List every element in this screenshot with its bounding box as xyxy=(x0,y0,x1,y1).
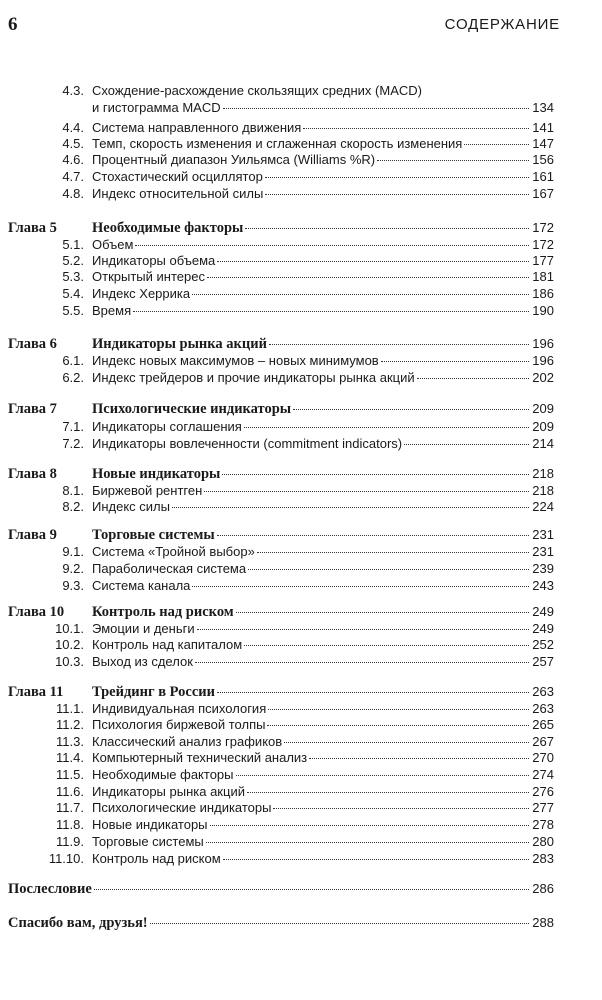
toc-number: 11.2. xyxy=(56,717,84,732)
toc-entry-row xyxy=(8,543,554,560)
toc-title: Необходимые факторы xyxy=(92,220,244,236)
dot-leader xyxy=(94,889,529,890)
toc-title: Биржевой рентген xyxy=(92,483,203,498)
dot-leader xyxy=(217,261,529,262)
dot-leader xyxy=(268,709,529,710)
toc-entry-row xyxy=(8,716,554,733)
toc-entry-row xyxy=(8,783,554,800)
toc-page-number: 288 xyxy=(532,915,554,930)
toc-entry-row xyxy=(8,653,554,670)
toc-title: Послесловие xyxy=(8,881,92,897)
toc-entry-row xyxy=(8,135,554,152)
toc-number: 4.8. xyxy=(62,186,84,201)
toc-page-number: 263 xyxy=(532,701,554,716)
toc-number: 11.9. xyxy=(56,834,84,849)
toc-entry-row xyxy=(8,766,554,783)
toc-page-number: 286 xyxy=(532,881,554,896)
toc-entry-row xyxy=(8,369,554,386)
toc-entry-row xyxy=(8,418,554,435)
dot-leader xyxy=(464,144,529,145)
page-number: 6 xyxy=(8,14,18,35)
dot-leader xyxy=(206,842,529,843)
toc-title: Психологические индикаторы xyxy=(92,401,292,417)
toc-page-number: 196 xyxy=(532,336,554,351)
toc-number: 5.3. xyxy=(62,269,84,284)
dot-leader xyxy=(269,344,529,345)
toc-entry-row xyxy=(8,352,554,369)
dot-leader xyxy=(204,491,529,492)
toc-page-number: 280 xyxy=(532,834,554,849)
toc-page-number: 172 xyxy=(532,220,554,235)
toc-page-number: 141 xyxy=(532,120,554,135)
toc-page-number: 265 xyxy=(532,717,554,732)
toc-number: 5.1. xyxy=(62,237,84,252)
toc-entry-row xyxy=(8,799,554,816)
toc-entry-row xyxy=(8,236,554,253)
toc-number: Глава 5 xyxy=(8,220,57,236)
toc-number: 7.1. xyxy=(62,419,84,434)
toc-title: Время xyxy=(92,303,132,318)
dot-leader xyxy=(197,629,529,630)
toc-number: 9.3. xyxy=(62,578,84,593)
toc-number: 10.1. xyxy=(55,621,84,636)
toc-page-number: 177 xyxy=(532,253,554,268)
toc-page-number: 147 xyxy=(532,136,554,151)
toc-number: Глава 9 xyxy=(8,527,57,543)
toc-page-number: 274 xyxy=(532,767,554,782)
toc-page-number: 249 xyxy=(532,604,554,619)
toc-title: Новые индикаторы xyxy=(92,466,221,482)
dot-leader xyxy=(150,923,529,924)
toc-entry-row xyxy=(8,620,554,637)
toc-page-number: 167 xyxy=(532,186,554,201)
toc-title: Контроль над риском xyxy=(92,604,234,620)
toc-entry-row xyxy=(8,435,554,452)
toc-page-number: 243 xyxy=(532,578,554,593)
toc-title: Схождение-расхождение скользящих средних (MACD) xyxy=(92,83,422,98)
dot-leader xyxy=(244,645,529,646)
toc-page-number: 267 xyxy=(532,734,554,749)
toc-entry-row xyxy=(8,850,554,867)
toc-page-number: 270 xyxy=(532,750,554,765)
toc-entry-row xyxy=(8,833,554,850)
toc-chapter-row xyxy=(8,465,554,483)
dot-leader xyxy=(273,808,529,809)
toc-entry-row xyxy=(8,168,554,185)
toc-title: Стохастический осциллятор xyxy=(92,169,263,184)
toc-entry-row xyxy=(8,636,554,653)
toc-number: 11.10. xyxy=(48,851,84,866)
dot-leader xyxy=(309,758,529,759)
toc-title: Контроль над риском xyxy=(92,851,221,866)
toc-title: Новые индикаторы xyxy=(92,817,208,832)
dot-leader xyxy=(236,612,529,613)
toc-entry-row xyxy=(8,268,554,285)
toc-entry-row xyxy=(8,151,554,168)
toc-entry-row xyxy=(8,82,554,99)
dot-leader xyxy=(222,474,529,475)
toc-title: Индикаторы вовлеченности (commitment indicators) xyxy=(92,436,403,451)
toc-page-number: 134 xyxy=(532,100,554,115)
toc-title: Выход из сделок xyxy=(92,654,193,669)
toc-chapter-row xyxy=(8,683,554,701)
dot-leader xyxy=(192,294,529,295)
toc-chapter-row xyxy=(8,219,554,237)
toc-chapter-row xyxy=(8,400,554,418)
toc-page-number: 181 xyxy=(532,269,554,284)
toc-page-number: 161 xyxy=(532,169,554,184)
toc-title: Параболическая система xyxy=(92,561,247,576)
toc-entry-row xyxy=(8,577,554,594)
toc-entry-row xyxy=(8,700,554,717)
toc-number: 4.7. xyxy=(62,169,84,184)
toc-number: 4.5. xyxy=(62,136,84,151)
toc-number: 11.4. xyxy=(56,750,84,765)
dot-leader xyxy=(210,825,529,826)
toc-title: Компьютерный технический анализ xyxy=(92,750,308,765)
toc-title: Торговые системы xyxy=(92,834,204,849)
dot-leader xyxy=(417,378,529,379)
toc-number: 11.6. xyxy=(56,784,84,799)
toc-title: Процентный диапазон Уильямса (Williams %R) xyxy=(92,152,376,167)
toc-page-number: 283 xyxy=(532,851,554,866)
toc-title: Необходимые факторы xyxy=(92,767,234,782)
toc-number: 10.3. xyxy=(55,654,84,669)
toc-title: Контроль над капиталом xyxy=(92,637,243,652)
toc-entry-row xyxy=(8,99,554,116)
toc-page-number: 190 xyxy=(532,303,554,318)
toc-number: 5.4. xyxy=(62,286,84,301)
toc-chapter-row xyxy=(8,526,554,544)
toc-title: Система направленного движения xyxy=(92,120,302,135)
toc-page-number: 231 xyxy=(532,544,554,559)
toc-page-number: 231 xyxy=(532,527,554,542)
dot-leader xyxy=(223,108,529,109)
toc-number: 10.2. xyxy=(55,637,84,652)
dot-leader xyxy=(284,742,529,743)
toc-number: 9.2. xyxy=(62,561,84,576)
toc-entry-row xyxy=(8,749,554,766)
toc-entry-row xyxy=(8,119,554,136)
toc-page-number: 196 xyxy=(532,353,554,368)
toc-entry-row xyxy=(8,733,554,750)
toc-number: 8.2. xyxy=(62,499,84,514)
dot-leader xyxy=(245,228,529,229)
toc-page-number: 224 xyxy=(532,499,554,514)
toc-page-number: 278 xyxy=(532,817,554,832)
toc-entry-row xyxy=(8,285,554,302)
toc-number: 11.7. xyxy=(56,800,84,815)
dot-leader xyxy=(265,177,529,178)
dot-leader xyxy=(404,444,529,445)
toc-title: Индекс трейдеров и прочие индикаторы рынка акций xyxy=(92,370,415,385)
toc-number: Глава 10 xyxy=(8,604,65,620)
toc-entry-row xyxy=(8,252,554,269)
toc-number: 7.2. xyxy=(62,436,84,451)
toc-number: 4.3. xyxy=(62,83,84,98)
toc-title: Индикаторы рынка акций xyxy=(92,784,245,799)
dot-leader xyxy=(257,552,529,553)
toc-page-number: 239 xyxy=(532,561,554,576)
toc-page-number: 218 xyxy=(532,466,554,481)
toc-title: Трейдинг в России xyxy=(92,684,216,700)
toc-entry-row xyxy=(8,498,554,515)
page-header xyxy=(8,14,560,40)
toc-number: 9.1. xyxy=(62,544,84,559)
dot-leader xyxy=(267,725,529,726)
toc-title: Темп, скорость изменения и сглаженная скорость изменения xyxy=(92,136,463,151)
toc-number: 6.2. xyxy=(62,370,84,385)
toc-backmatter-row xyxy=(8,880,554,898)
toc-title: Индекс Херрика xyxy=(92,286,191,301)
toc-page-number: 156 xyxy=(532,152,554,167)
dot-leader xyxy=(247,792,529,793)
toc-chapter-row xyxy=(8,603,554,621)
dot-leader xyxy=(217,535,529,536)
dot-leader xyxy=(223,859,529,860)
toc-entry-row xyxy=(8,302,554,319)
toc-number: 6.1. xyxy=(62,353,84,368)
toc-entry-row xyxy=(8,185,554,202)
toc-title: Индикаторы соглашения xyxy=(92,419,242,434)
dot-leader xyxy=(133,311,529,312)
toc-entry-row xyxy=(8,816,554,833)
toc-page-number: 257 xyxy=(532,654,554,669)
toc-title: Индикаторы объема xyxy=(92,253,216,268)
dot-leader xyxy=(303,128,529,129)
running-head: СОДЕРЖАНИЕ xyxy=(444,16,560,33)
toc-title: Спасибо вам, друзья! xyxy=(8,915,148,931)
dot-leader xyxy=(217,692,529,693)
toc-page-number: 214 xyxy=(532,436,554,451)
toc-page-number: 172 xyxy=(532,237,554,252)
toc-page-number: 249 xyxy=(532,621,554,636)
toc-title: Индекс относительной силы xyxy=(92,186,264,201)
toc-title: Индивидуальная психология xyxy=(92,701,267,716)
toc-number: Глава 7 xyxy=(8,401,57,417)
toc-entry-row xyxy=(8,560,554,577)
toc-title: Система канала xyxy=(92,578,191,593)
dot-leader xyxy=(293,409,529,410)
toc-page-number: 209 xyxy=(532,401,554,416)
dot-leader xyxy=(192,586,529,587)
toc-entry-row xyxy=(8,482,554,499)
toc-title: Система «Тройной выбор» xyxy=(92,544,255,559)
dot-leader xyxy=(244,427,529,428)
dot-leader xyxy=(135,245,529,246)
toc-number: 11.1. xyxy=(56,701,84,716)
toc-number: 11.3. xyxy=(56,734,84,749)
dot-leader xyxy=(195,662,529,663)
toc-number: 4.6. xyxy=(62,152,84,167)
toc-title: Объем xyxy=(92,237,134,252)
toc-backmatter-row xyxy=(8,914,554,932)
toc-title: Психология биржевой толпы xyxy=(92,717,266,732)
toc-number: 5.2. xyxy=(62,253,84,268)
toc-title: Эмоции и деньги xyxy=(92,621,195,636)
toc-number: 11.5. xyxy=(56,767,84,782)
dot-leader xyxy=(236,775,529,776)
toc-title: Индекс силы xyxy=(92,499,170,514)
dot-leader xyxy=(265,194,529,195)
toc-page-number: 186 xyxy=(532,286,554,301)
toc-title: Психологические индикаторы xyxy=(92,800,272,815)
toc-page-number: 277 xyxy=(532,800,554,815)
dot-leader xyxy=(381,361,529,362)
toc-page-number: 252 xyxy=(532,637,554,652)
toc-page-number: 263 xyxy=(532,684,554,699)
dot-leader xyxy=(207,277,529,278)
toc-number: 4.4. xyxy=(62,120,84,135)
toc-page-number: 202 xyxy=(532,370,554,385)
toc-number: Глава 8 xyxy=(8,466,57,482)
toc-number: 11.8. xyxy=(56,817,84,832)
dot-leader xyxy=(248,569,529,570)
toc-page-number: 218 xyxy=(532,483,554,498)
toc-number: Глава 6 xyxy=(8,336,57,352)
toc-chapter-row xyxy=(8,335,554,353)
toc-title: Торговые системы xyxy=(92,527,215,543)
toc-number: Глава 11 xyxy=(8,684,64,700)
toc-number: 8.1. xyxy=(62,483,84,498)
toc-title: и гистограмма MACD xyxy=(92,100,221,115)
toc-page-number: 276 xyxy=(532,784,554,799)
dot-leader xyxy=(377,160,529,161)
toc-number: 5.5. xyxy=(62,303,84,318)
dot-leader xyxy=(172,507,529,508)
toc-title: Индекс новых максимумов – новых минимумов xyxy=(92,353,379,368)
toc-page-number: 209 xyxy=(532,419,554,434)
toc-title: Классический анализ графиков xyxy=(92,734,283,749)
toc-title: Открытый интерес xyxy=(92,269,205,284)
toc-title: Индикаторы рынка акций xyxy=(92,336,267,352)
